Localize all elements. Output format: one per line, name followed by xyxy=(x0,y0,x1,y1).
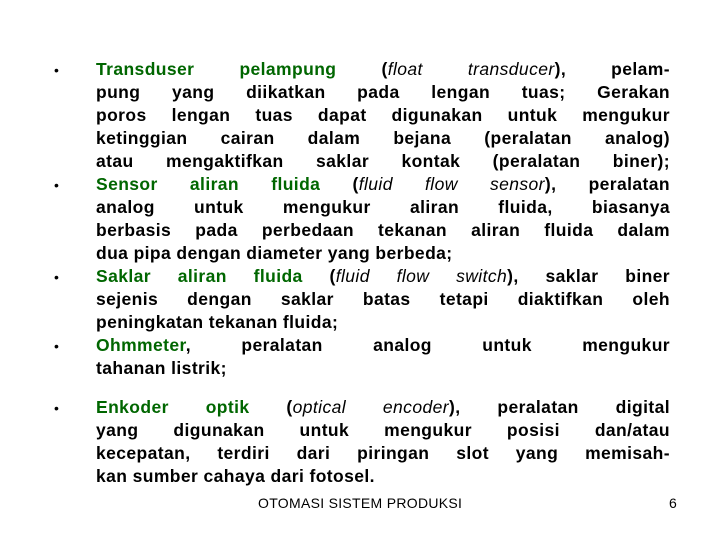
term-english: optical encoder xyxy=(292,397,449,417)
bullet-2-line-2: analog untuk mengukur aliran fluida, biasanya xyxy=(96,197,670,217)
bullet-5-line-1: Enkoder optik (optical encoder), peralatan digital xyxy=(96,397,670,417)
bullet-1-line-3: poros lengan tuas dapat digunakan untuk mengukur xyxy=(96,105,670,125)
term-optical-encoder: Enkoder optik xyxy=(96,397,250,417)
bullet-1-line-2: pung yang diikatkan pada lengan tuas; Gerakan xyxy=(96,82,670,102)
bullet-5-line-3: kecepatan, terdiri dari piringan slot yang memisah- xyxy=(96,443,670,463)
bullet-2-line-1: Sensor aliran fluida (fluid flow sensor), peralatan xyxy=(96,174,670,194)
term-english: fluid flow switch xyxy=(335,266,508,286)
bullet-dot-icon: • xyxy=(54,177,59,193)
footer-title: OTOMASI SISTEM PRODUKSI xyxy=(258,495,463,511)
bullet-2-line-4: dua pipa dengan diameter yang berbeda; xyxy=(96,243,453,263)
bullet-3-line-1: Saklar aliran fluida (fluid flow switch), saklar biner xyxy=(96,266,671,286)
term-fluid-flow-switch: Saklar aliran fluida xyxy=(96,266,303,286)
bullet-dot-icon: • xyxy=(54,269,59,285)
bullet-4-line-1: Ohmmeter, peralatan analog untuk mengukur xyxy=(96,335,670,355)
term-fluid-flow-sensor: Sensor aliran fluida xyxy=(96,174,321,194)
bullet-1-line-1: Transduser pelampung (float transducer), pelam- xyxy=(96,59,670,79)
bullet-dot-icon: • xyxy=(54,338,59,354)
term-float-transducer: Transduser pelampung xyxy=(96,59,337,79)
bullet-5-line-4: kan sumber cahaya dari fotosel. xyxy=(96,466,375,486)
bullet-3-line-2: sejenis dengan saklar batas tetapi diaktifkan oleh xyxy=(96,289,670,309)
bullet-dot-icon: • xyxy=(54,62,59,78)
bullet-4-line-2: tahanan listrik; xyxy=(96,358,227,378)
bullet-5-line-2: yang digunakan untuk mengukur posisi dan/atau xyxy=(96,420,670,440)
bullet-1-line-4: ketinggian cairan dalam bejana (peralatan analog) xyxy=(96,128,670,148)
bullet-1-line-5: atau mengaktifkan saklar kontak (peralatan biner); xyxy=(96,151,670,171)
term-ohmmeter: Ohmmeter xyxy=(96,335,186,355)
page-number: 6 xyxy=(669,495,677,511)
bullet-dot-icon: • xyxy=(54,400,59,416)
term-english: float transducer xyxy=(387,59,555,79)
bullet-2-line-3: berbasis pada perbedaan tekanan aliran fluida dalam xyxy=(96,220,670,240)
term-english: fluid flow sensor xyxy=(358,174,545,194)
bullet-3-line-3: peningkatan tekanan fluida; xyxy=(96,312,339,332)
